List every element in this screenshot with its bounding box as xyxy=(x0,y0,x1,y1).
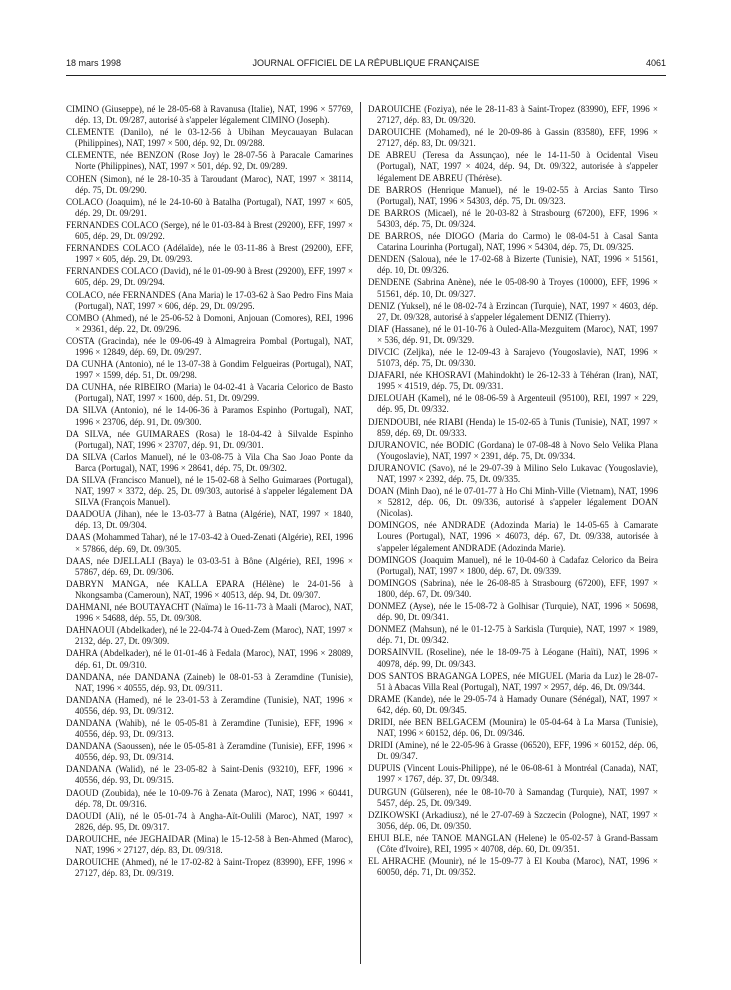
register-entry: DE BARROS (Micael), né le 20-03-82 à Strasbourg (67200), EFF, 1996 × 54303, dép. 75, Dt. 09/324. xyxy=(368,207,658,229)
register-entry: DZIKOWSKI (Arkadiusz), né le 27-07-69 à Szczecin (Pologne), NAT, 1997 × 3056, dép. 06, Dt. 09/350. xyxy=(368,809,658,831)
register-entry: DABRYN MANGA, née KALLA EPARA (Hélène) le 24-01-56 à Nkongsamba (Cameroun), NAT, 1996 × 40513, dép. 94, Dt. 09/307. xyxy=(66,578,353,600)
register-entry: DANDANA (Saoussen), née le 05-05-81 à Zeramdine (Tunisie), EFF, 1996 × 40556, dép. 93, Dt. 09/314. xyxy=(66,741,353,763)
register-entry: DANDANA (Wahib), né le 05-05-81 à Zeramdine (Tunisie), EFF, 1996 × 40556, dép. 93, Dt. 09/313. xyxy=(66,717,353,740)
register-entry: DRAME (Kande), née le 29-05-74 à Hamady Ounare (Sénégal), NAT, 1997 × 642, dép. 60, Dt. 09/345. xyxy=(368,693,658,715)
register-entry: DURGUN (Gülseren), née le 08-10-70 à Samandag (Turquie), NAT, 1997 × 5457, dép. 25, Dt. 09/349. xyxy=(368,786,658,808)
register-entry: DA SILVA (Francisco Manuel), né le 15-02-68 à Selho Guimaraes (Portugal), NAT, 1997 × 3372, dép. 25, Dt. 09/303, autorisé à s'appeler légalement DA SILVA (François Manuel). xyxy=(66,475,353,508)
register-entry: DOMINGOS (Sabrina), née le 26-08-85 à Strasbourg (67200), EFF, 1997 × 1800, dép. 67, Dt. 09/340. xyxy=(368,577,658,599)
register-entry: DA SILVA (Carlos Manuel), né le 03-08-75 à Vila Cha Sao Joao Ponte da Barca (Portugal), NAT, 1996 × 28641, dép. 75, Dt. 09/302. xyxy=(66,451,353,473)
register-entry: DAHNAOUI (Abdelkader), né le 22-04-74 à Oued-Zem (Maroc), NAT, 1997 × 2132, dép. 27, Dt. 09/309. xyxy=(66,625,353,647)
register-entry: FERNANDES COLACO (Serge), né le 01-03-84 à Brest (29200), EFF, 1997 × 605, dép. 29, Dt. 09/292. xyxy=(66,219,353,242)
register-entry: DJAFARI, née KHOSRAVI (Mahindokht) le 26-12-33 à Téhéran (Iran), NAT, 1995 × 41519, dép. 75, Dt. 09/331. xyxy=(368,370,658,392)
register-entry: COHEN (Simon), né le 28-10-35 à Taroudant (Maroc), NAT, 1997 × 38114, dép. 75, Dt. 09/290. xyxy=(66,173,353,195)
register-entry: DJURANOVIC (Savo), né le 29-07-39 à Milino Selo Lukavac (Yougoslavie), NAT, 1997 × 2392, dép. 75, Dt. 09/335. xyxy=(368,462,658,484)
register-entry: DAROUICHE (Mohamed), né le 20-09-86 à Gassin (83580), EFF, 1996 × 27127, dép. 83, Dt. 09/321. xyxy=(368,127,658,149)
register-entry: DENIZ (Yuksel), né le 08-02-74 à Erzincan (Turquie), NAT, 1997 × 4603, dép. 27, Dt. 09/328, autorisé à s'appeler légalement DENIZ (Thierry). xyxy=(368,300,658,322)
register-entry: DONMEZ (Mahsun), né le 01-12-75 à Sarkisla (Turquie), NAT, 1997 × 1989, dép. 71, Dt. 09/342. xyxy=(368,624,658,646)
register-entry: DAROUICHE (Foziya), née le 28-11-83 à Saint-Tropez (83990), EFF, 1996 × 27127, dép. 83, Dt. 09/320. xyxy=(368,104,658,126)
register-entry: DJURANOVIC, née BODIC (Gordana) le 07-08-48 à Novo Selo Velika Plana (Yougoslavie), NAT, 1997 × 2391, dép. 75, Dt. 09/334. xyxy=(368,439,658,461)
register-entry: FERNANDES COLACO (David), né le 01-09-90 à Brest (29200), EFF, 1997 × 605, dép. 29, Dt. 09/294. xyxy=(66,266,353,288)
register-entry: DOAN (Minh Dao), né le 07-01-77 à Ho Chi Minh-Ville (Vietnam), NAT, 1996 × 52812, dép. 06, Dt. 09/336, autorisé à s'appeler légalement DOAN (Nicolas). xyxy=(368,486,658,519)
register-entry: DENDENE (Sabrina Anène), née le 05-08-90 à Troyes (10000), EFF, 1996 × 51561, dép. 10, Dt. 09/327. xyxy=(368,277,658,299)
register-entry: EHUI BLE, née TANOE MANGLAN (Helene) le 05-02-57 à Grand-Bassam (Côte d'Ivoire), REI, 1995 × 40708, dép. 60, Dt. 09/351. xyxy=(368,832,658,854)
left-column xyxy=(66,104,353,880)
register-entry: DUPUIS (Vincent Louis-Philippe), né le 06-08-61 à Montréal (Canada), NAT, 1997 × 1767, dép. 37, Dt. 09/348. xyxy=(368,763,658,785)
register-entry: DJELOUAH (Kamel), né le 08-06-59 à Argenteuil (95100), REI, 1997 × 229, dép. 95, Dt. 09/332. xyxy=(368,393,658,415)
register-entry: DAHRA (Abdelkader), né le 01-01-46 à Fedala (Maroc), NAT, 1996 × 28089, dép. 61, Dt. 09/310. xyxy=(66,648,353,670)
register-entry: DORSAINVIL (Roseline), née le 18-09-75 à Léogane (Haïti), NAT, 1996 × 40978, dép. 99, Dt. 09/343. xyxy=(368,647,658,669)
register-entry: COLACO (Joaquim), né le 24-10-60 à Batalha (Portugal), NAT, 1997 × 605, dép. 29, Dt. 09/291. xyxy=(66,196,353,218)
register-entry: DA CUNHA (Antonio), né le 13-07-38 à Gondim Felgueiras (Portugal), NAT, 1997 × 1599, dép. 51, Dt. 09/298. xyxy=(66,359,353,381)
register-entry: DENDEN (Saloua), née le 17-02-68 à Bizerte (Tunisie), NAT, 1996 × 51561, dép. 10, Dt. 09/326. xyxy=(368,254,658,276)
register-entry: DE ABREU (Teresa da Assunçao), née le 14-11-50 à Ocidental Viseu (Portugal), NAT, 1997 × 4024, dép. 94, Dt. 09/322, autorisée à s'appeler légalement DE ABREU (Thérèse). xyxy=(368,150,658,183)
register-entry: DA SILVA (Antonio), né le 14-06-36 à Paramos Espinho (Portugal), NAT, 1996 × 23706, dép. 91, Dt. 09/300. xyxy=(66,405,353,427)
register-entry: CIMINO (Giuseppe), né le 28-05-68 à Ravanusa (Italie), NAT, 1996 × 57769, dép. 13, Dt. 09/287, autorisé à s'appeler légalement CIMINO (Joseph). xyxy=(66,104,353,126)
header-rule xyxy=(66,75,666,76)
register-entry: DANDANA (Hamed), né le 23-01-53 à Zeramdine (Tunisie), NAT, 1996 × 40556, dép. 93, Dt. 09/312. xyxy=(66,694,353,716)
register-entry: DOMINGOS, née ANDRADE (Adozinda Maria) le 14-05-65 à Camarate Loures (Portugal), NAT, 1996 × 46073, dép. 67, Dt. 09/338, autorisée à s'appeler légalement ANDRADE (Adozinda Marie). xyxy=(368,520,658,553)
register-entry: DANDANA (Walid), né le 23-05-82 à Saint-Denis (93210), EFF, 1996 × 40556, dép. 93, Dt. 09/315. xyxy=(66,764,353,786)
issue-date: 18 mars 1998 xyxy=(66,58,122,68)
register-entry: DA SILVA, née GUIMARAES (Rosa) le 18-04-42 à Silvalde Espinho (Portugal), NAT, 1996 × 23707, dép. 91, Dt. 09/301. xyxy=(66,428,353,450)
register-entry: DOMINGOS (Joaquim Manuel), né le 10-04-60 à Cadafaz Celorico da Beira (Portugal), NAT, 1997 × 1800, dép. 67, Dt. 09/339. xyxy=(368,554,658,576)
register-entry: COLACO, née FERNANDES (Ana Maria) le 17-03-62 à Sao Pedro Fins Maia (Portugal), NAT, 1997 × 606, dép. 29, Dt. 09/295. xyxy=(66,289,353,311)
register-entry: DAADOUA (Jihan), née le 13-03-77 à Batna (Algérie), NAT, 1997 × 1840, dép. 13, Dt. 09/304. xyxy=(66,509,353,531)
register-entry: DJENDOUBI, née RIABI (Henda) le 15-02-65 à Tunis (Tunisie), NAT, 1997 × 859, dép. 69, Dt. 09/333. xyxy=(368,416,658,438)
register-entry: DAOUDI (Ali), né le 05-01-74 à Angha-Aït-Oulili (Maroc), NAT, 1997 × 2826, dép. 95, Dt. 09/317. xyxy=(66,810,353,832)
register-entry: CLEMENTE, née BENZON (Rose Joy) le 28-07-56 à Paracale Camarines Norte (Philippines), NAT, 1997 × 501, dép. 92, Dt. 09/289. xyxy=(66,150,353,172)
register-entry: EL AHRACHE (Mounir), né le 15-09-77 à El Kouba (Maroc), NAT, 1996 × 60050, dép. 71, Dt. 09/352. xyxy=(368,856,658,878)
register-entry: DA CUNHA, née RIBEIRO (Maria) le 04-02-41 à Vacaria Celorico de Basto (Portugal), NAT, 1997 × 1600, dép. 51, Dt. 09/299. xyxy=(66,382,353,404)
register-entry: DRIDI (Amine), né le 22-05-96 à Grasse (06520), EFF, 1996 × 60152, dép. 06, Dt. 09/347. xyxy=(368,740,658,762)
register-entry: DE BARROS (Henrique Manuel), né le 19-02-55 à Arcias Santo Tirso (Portugal), NAT, 1996 × 54303, dép. 75, Dt. 09/323. xyxy=(368,184,658,206)
right-column xyxy=(368,104,658,879)
register-entry: DAAS, née DJELLALI (Baya) le 03-03-51 à Bône (Algérie), REI, 1996 × 57867, dép. 69, Dt. 09/306. xyxy=(66,555,353,577)
register-entry: DE BARROS, née DIOGO (Maria do Carmo) le 08-04-51 à Casal Santa Catarina Lourinha (Portugal), NAT, 1996 × 54304, dép. 75, Dt. 09/325. xyxy=(368,231,658,253)
register-entry: COMBO (Ahmed), né le 25-06-52 à Domoni, Anjouan (Comores), REI, 1996 × 29361, dép. 22, Dt. 09/296. xyxy=(66,312,353,334)
register-entry: DAOUD (Zoubida), née le 10-09-76 à Zenata (Maroc), NAT, 1996 × 60441, dép. 78, Dt. 09/316. xyxy=(66,787,353,809)
register-entry: DRIDI, née BEN BELGACEM (Mounira) le 05-04-64 à La Marsa (Tunisie), NAT, 1996 × 60152, dép. 06, Dt. 09/346. xyxy=(368,716,658,739)
register-entry: DIVCIC (Zeljka), née le 12-09-43 à Sarajevo (Yougoslavie), NAT, 1996 × 51073, dép. 75, Dt. 09/330. xyxy=(368,346,658,369)
register-entry: DANDANA, née DANDANA (Zaineb) le 08-01-53 à Zeramdine (Tunisie), NAT, 1996 × 40555, dép. 93, Dt. 09/311. xyxy=(66,671,353,693)
journal-title: JOURNAL OFFICIEL DE LA RÉPUBLIQUE FRANÇAISE xyxy=(252,58,480,68)
register-entry: DAROUICHE, née JEGHAIDAR (Mina) le 15-12-58 à Ben-Ahmed (Maroc), NAT, 1996 × 27127, dép. 83, Dt. 09/318. xyxy=(66,833,353,855)
register-entry: DAROUICHE (Ahmed), né le 17-02-82 à Saint-Tropez (83990), EFF, 1996 × 27127, dép. 83, Dt. 09/319. xyxy=(66,857,353,879)
register-entry: DONMEZ (Ayse), née le 15-08-72 à Golhisar (Turquie), NAT, 1996 × 50698, dép. 90, Dt. 09/341. xyxy=(368,601,658,623)
column-divider xyxy=(360,102,361,964)
register-entry: DAHMANI, née BOUTAYACHT (Naïma) le 16-11-73 à Maali (Maroc), NAT, 1996 × 54688, dép. 55, Dt. 09/308. xyxy=(66,602,353,624)
register-entry: FERNANDES COLACO (Adélaïde), née le 03-11-86 à Brest (29200), EFF, 1997 × 605, dép. 29, Dt. 09/293. xyxy=(66,243,353,265)
register-entry: COSTA (Gracinda), née le 09-06-49 à Almagreira Pombal (Portugal), NAT, 1996 × 12849, dép. 69, Dt. 09/297. xyxy=(66,335,353,357)
register-entry: DIAF (Hassane), né le 01-10-76 à Ouled-Alla-Mezguitem (Maroc), NAT, 1997 × 536, dép. 91, Dt. 09/329. xyxy=(368,323,658,345)
page-header xyxy=(66,58,666,72)
register-entry: DOS SANTOS BRAGANGA LOPES, née MIGUEL (Maria da Luz) le 28-07-51 à Abacas Villa Real (Portugal), NAT, 1997 × 2957, dép. 46, Dt. 09/344. xyxy=(368,670,658,692)
register-entry: CLEMENTE (Danilo), né le 03-12-56 à Ubihan Meycauayan Bulacan (Philippines), NAT, 1997 × 500, dép. 92, Dt. 09/288. xyxy=(66,127,353,149)
page-number: 4061 xyxy=(645,58,666,68)
register-entry: DAAS (Mohammed Tahar), né le 17-03-42 à Oued-Zenati (Algérie), REI, 1996 × 57866, dép. 69, Dt. 09/305. xyxy=(66,532,353,554)
